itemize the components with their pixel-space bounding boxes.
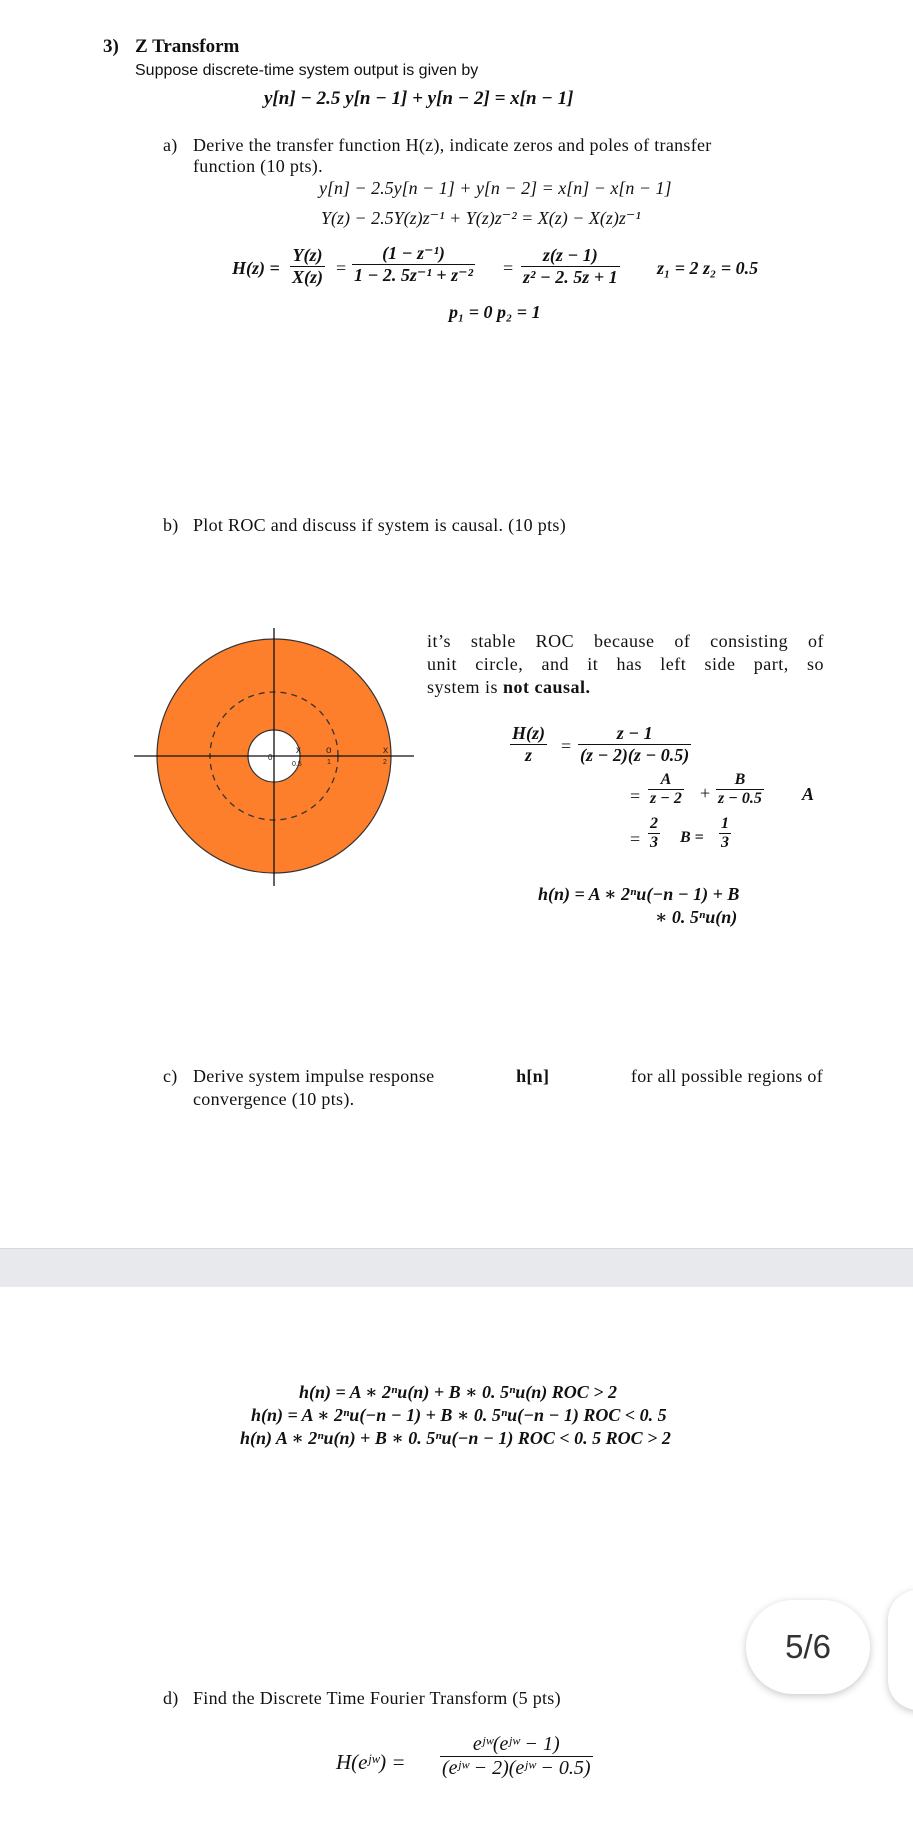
part-c-text-start: Derive system impulse response bbox=[193, 1066, 435, 1086]
part-d-label: d) bbox=[163, 1688, 179, 1708]
hz-fraction-2 bbox=[352, 243, 475, 286]
poles-label: p₁ = 0 p₂ = 1 bbox=[449, 302, 541, 322]
val-a-num: 2 bbox=[650, 815, 658, 832]
roc-solution-2: h(n) = A ∗ 2ⁿu(−n − 1) + B ∗ 0. 5ⁿu(−n − 1) ROC < 0. 5 bbox=[251, 1405, 667, 1425]
part-b-label: b) bbox=[163, 515, 179, 535]
hz-fraction-3 bbox=[521, 245, 620, 288]
hz-fraction-2-den: 1 − 2. 5z⁻¹ + z⁻² bbox=[354, 265, 473, 285]
pf-rhs-fraction bbox=[578, 723, 691, 766]
part-a-text-line1: Derive the transfer function H(z), indicate zeros and poles of transfer bbox=[193, 135, 712, 155]
val-b-num: 1 bbox=[721, 815, 729, 832]
pf-b-fraction bbox=[716, 771, 764, 808]
part-a-eq1: y[n] − 2.5y[n − 1] + y[n − 2] = x[n] − x[n − 1] bbox=[319, 178, 672, 198]
discussion-line3-start: system is bbox=[427, 677, 499, 697]
pf-rhs-num: z − 1 bbox=[616, 723, 653, 743]
problem-title: Z Transform bbox=[135, 36, 240, 57]
causality-discussion bbox=[427, 630, 824, 699]
hz-fraction-1-den: X(z) bbox=[292, 267, 323, 287]
dtft-num: eʲʷ(eʲʷ − 1) bbox=[472, 1733, 560, 1755]
roc-solution-1: h(n) = A ∗ 2ⁿu(n) + B ∗ 0. 5ⁿu(n) ROC > 2 bbox=[299, 1382, 618, 1402]
system-equation: y[n] − 2.5 y[n − 1] + y[n − 2] = x[n − 1] bbox=[264, 88, 574, 109]
problem-number: 3) bbox=[103, 36, 119, 57]
dtft-den: (eʲʷ − 2)(eʲʷ − 0.5) bbox=[442, 1757, 591, 1779]
val-b-den: 3 bbox=[721, 834, 729, 851]
hz-fraction-1-num: Y(z) bbox=[292, 245, 323, 265]
part-c-label: c) bbox=[163, 1066, 178, 1086]
pf-lhs-den: z bbox=[510, 744, 547, 766]
pf-equals-3: = bbox=[630, 829, 641, 849]
roc-solution-3: h(n) A ∗ 2ⁿu(n) + B ∗ 0. 5ⁿu(−n − 1) ROC < 0. 5 ROC > 2 bbox=[240, 1428, 671, 1448]
pf-equals-2: = bbox=[630, 786, 641, 806]
roc-plot bbox=[130, 626, 420, 892]
part-a-label: a) bbox=[163, 135, 178, 155]
tick-label-1: 1 bbox=[327, 759, 331, 766]
tick-label-0: 0 bbox=[268, 753, 273, 762]
pf-a-num: A bbox=[660, 771, 672, 788]
mark-x-1: x bbox=[296, 745, 301, 756]
hz-fraction-3-num: z(z − 1) bbox=[542, 245, 598, 265]
discussion-line1: it’s stable ROC because of consisting of bbox=[427, 631, 824, 651]
tick-label-0-5: 0.5 bbox=[292, 761, 302, 768]
discussion-line3 bbox=[427, 676, 824, 699]
pf-equals-1: = bbox=[561, 736, 572, 756]
hz-equals-2: = bbox=[503, 258, 514, 278]
part-b-text: Plot ROC and discuss if system is causal. (10 pts) bbox=[193, 515, 566, 535]
not-causal-text: not causal. bbox=[503, 677, 591, 697]
dtft-fraction bbox=[440, 1733, 593, 1780]
problem-intro: Suppose discrete-time system output is given by bbox=[135, 62, 479, 79]
hz-fraction-2-num: (1 − z⁻¹) bbox=[382, 243, 445, 263]
hz-lhs: H(z) = bbox=[232, 258, 280, 278]
val-b-fraction bbox=[719, 815, 731, 852]
part-c-text-line1 bbox=[193, 1066, 823, 1087]
mark-x-2: x bbox=[383, 745, 388, 756]
dtft-lhs: H(eʲʷ) = bbox=[336, 1750, 406, 1774]
tick-label-2: 2 bbox=[383, 759, 387, 766]
part-a-text-line2: function (10 pts). bbox=[193, 156, 323, 176]
part-d-text: Find the Discrete Time Fourier Transform (5 pts) bbox=[193, 1688, 561, 1708]
stray-a: A bbox=[802, 784, 815, 804]
page-separator bbox=[0, 1248, 913, 1288]
part-a-eq2: Y(z) − 2.5Y(z)z⁻¹ + Y(z)z⁻² = X(z) − X(z)z⁻¹ bbox=[321, 208, 641, 228]
hn-line2: ∗ 0. 5ⁿu(n) bbox=[655, 907, 738, 927]
pf-a-fraction bbox=[648, 771, 684, 808]
pf-b-num: B bbox=[734, 771, 746, 788]
mark-o: o bbox=[326, 745, 332, 756]
val-b-label: B = bbox=[680, 829, 704, 846]
discussion-line2: unit circle, and it has left side part, so bbox=[427, 654, 824, 674]
pf-lhs-num: H(z) bbox=[512, 723, 545, 743]
hz-fraction-3-den: z² − 2. 5z + 1 bbox=[523, 267, 618, 287]
pf-lhs-fraction bbox=[510, 723, 547, 766]
page-indicator[interactable]: 5/6 bbox=[746, 1600, 870, 1694]
zeros-label: z₁ = 2 z₂ = 0.5 bbox=[657, 258, 759, 278]
val-a-den: 3 bbox=[650, 834, 658, 851]
part-c-hn: h[n] bbox=[516, 1066, 550, 1086]
pf-a-den: z − 2 bbox=[650, 790, 682, 807]
hz-equals-1: = bbox=[336, 258, 347, 278]
pf-plus: + bbox=[700, 783, 711, 803]
pf-rhs-den: (z − 2)(z − 0.5) bbox=[580, 745, 690, 765]
hn-line1: h(n) = A ∗ 2ⁿu(−n − 1) + B bbox=[538, 884, 740, 904]
part-c-text-line2: convergence (10 pts). bbox=[193, 1089, 355, 1109]
part-c-text-end: for all possible regions of bbox=[630, 1066, 823, 1086]
pf-b-den: z − 0.5 bbox=[718, 790, 762, 807]
document-page-2 bbox=[0, 1287, 913, 1827]
hz-fraction-1 bbox=[290, 245, 325, 288]
next-page-button-edge[interactable] bbox=[888, 1590, 913, 1710]
val-a-fraction bbox=[648, 815, 660, 852]
